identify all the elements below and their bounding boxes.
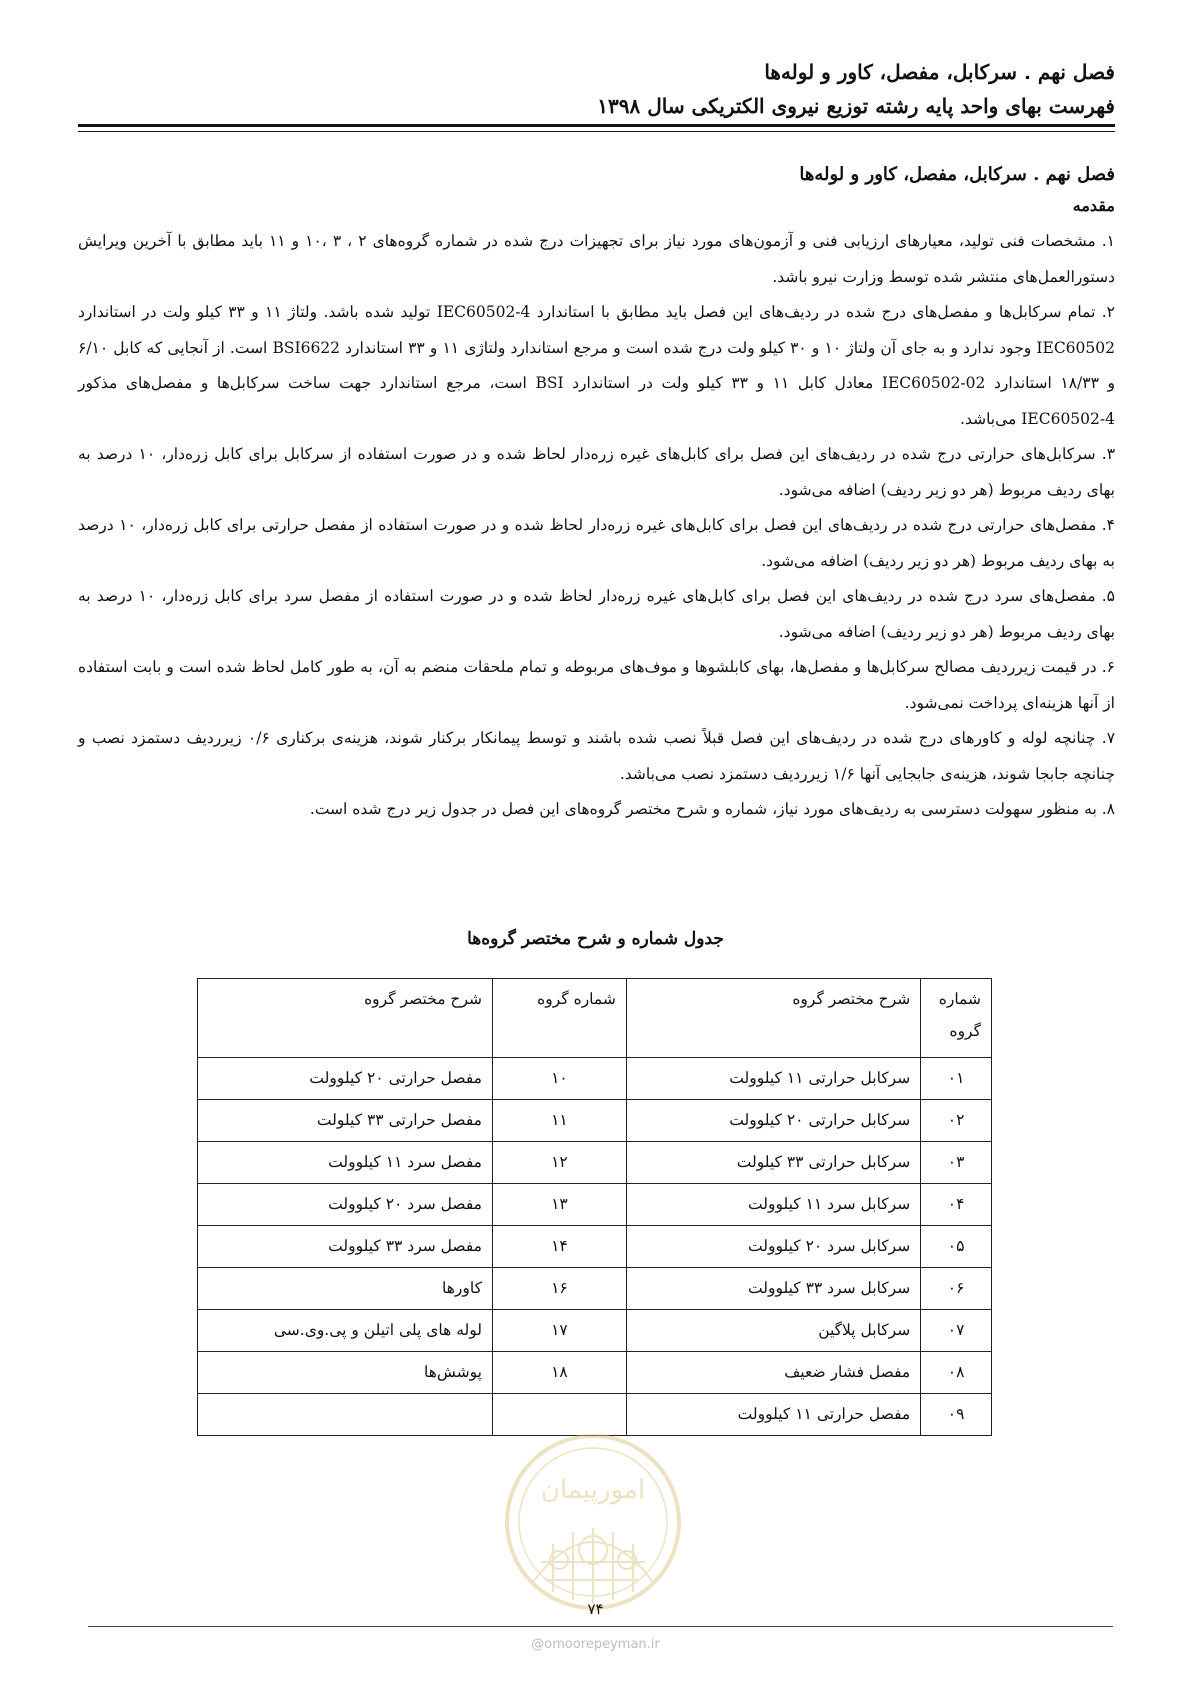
header-document-title: فهرست بهای واحد پایه رشته توزیع نیروی الکتریکی سال ۱۳۹۸ (597, 94, 1115, 118)
header-rule-thick (78, 124, 1115, 127)
table-row (198, 1226, 992, 1268)
paragraph-4: ۴. مفصل‌های حرارتی درج شده در ردیف‌های این فصل برای کابل‌های غیره زره‌دار لحاظ شده و در صورت استفاده از مفصل حرارتی برای کابل زره‌دار، ۱۰ درصد به بهای ردیف مربوط (هر دو زیر ردیف) اضافه می‌شود. (78, 516, 1115, 570)
footer-rule (88, 1626, 1113, 1627)
group-description-cell: سرکابل سرد ۱۱ کیلوولت (626, 1184, 920, 1226)
group-number-cell (492, 1394, 626, 1436)
group-number-cell: ۱۶ (492, 1268, 626, 1310)
group-number-cell: ۱۱ (492, 1100, 626, 1142)
footer-site-url: @omoorepeyman.ir (531, 1637, 660, 1652)
group-number-cell: ۰۷ (921, 1310, 992, 1352)
header-rule-thin (78, 131, 1115, 132)
group-description-cell: کاورها (198, 1268, 493, 1310)
table-row (198, 1352, 992, 1394)
table-header-row (198, 979, 992, 1058)
table-row (198, 1184, 992, 1226)
table-row (198, 1394, 992, 1436)
group-description-cell: مفصل سرد ۱۱ کیلوولت (198, 1142, 493, 1184)
group-number-cell: ۱۷ (492, 1310, 626, 1352)
group-description-cell: مفصل سرد ۲۰ کیلوولت (198, 1184, 493, 1226)
header-group-number: شماره گروه (492, 979, 626, 1058)
group-number-cell: ۰۶ (921, 1268, 992, 1310)
group-number-cell: ۰۱ (921, 1058, 992, 1100)
group-number-cell: ۰۴ (921, 1184, 992, 1226)
paragraph-3: ۳. سرکابل‌های حرارتی درج شده در ردیف‌های این فصل برای کابل‌های غیره زره‌دار لحاظ شده و در صورت استفاده از سرکابل برای کابل زره‌دار، ۱۰ درصد به بهای ردیف مربوط (هر دو زیر ردیف) اضافه می‌شود. (78, 445, 1116, 499)
group-number-cell: ۰۹ (921, 1394, 992, 1436)
group-description-cell: مفصل سرد ۳۳ کیلوولت (198, 1226, 493, 1268)
group-description-cell: سرکابل حرارتی ۳۳ کیلولت (626, 1142, 920, 1184)
group-number-cell: ۱۴ (492, 1226, 626, 1268)
group-description-cell: مفصل حرارتی ۱۱ کیلوولت (626, 1394, 920, 1436)
group-number-cell: ۱۲ (492, 1142, 626, 1184)
table-row (198, 1268, 992, 1310)
header-group-description: شرح مختصر گروه (626, 979, 920, 1058)
table-caption: جدول شماره و شرح مختصر گروه‌ها (467, 929, 724, 949)
group-description-cell: سرکابل سرد ۲۰ کیلوولت (626, 1226, 920, 1268)
watermark-logo-text: امورپیمان (540, 1475, 646, 1505)
header-group-number: شماره گروه (921, 979, 992, 1058)
paragraph-6: ۶. در قیمت زیرردیف مصالح سرکابل‌ها و مفصل‌ها، بهای کابلشوها و موف‌های مربوطه و تمام ملحقات منضم به آن، به طور کامل لحاظ شده است و بابت استفاده از آنها هزینه‌ای پرداخت نمی‌شود. (78, 658, 1115, 712)
group-number-cell: ۱۳ (492, 1184, 626, 1226)
page-number: ۷۴ (587, 1600, 604, 1618)
paragraph-7: ۷. چنانچه لوله و کاورهای درج شده در ردیف‌های این فصل قبلاً نصب شده باشند و توسط پیمانکار برکنار شوند، هزینه‌ی برکناری ۰/۶ زیرردیف دستمزد نصب و چنانچه جابجا شوند، هزینه‌ی جابجایی آنها ۱/۶ زیرردیف دستمزد نصب می‌باشد. (78, 729, 1116, 783)
groups-table (197, 978, 992, 1436)
group-description-cell: مفصل فشار ضعیف (626, 1352, 920, 1394)
main-content (78, 158, 1115, 828)
group-number-cell: ۰۸ (921, 1352, 992, 1394)
group-description-cell: سرکابل سرد ۳۳ کیلوولت (626, 1268, 920, 1310)
header-group-description: شرح مختصر گروه (198, 979, 493, 1058)
group-description-cell (198, 1394, 493, 1436)
group-description-cell: سرکابل پلاگین (626, 1310, 920, 1352)
group-number-cell: ۰۲ (921, 1100, 992, 1142)
section-title: فصل نهم . سرکابل، مفصل، کاور و لوله‌ها (799, 164, 1115, 185)
group-description-cell: سرکابل حرارتی ۱۱ کیلوولت (626, 1058, 920, 1100)
table-row (198, 1058, 992, 1100)
watermark-logo (503, 1432, 683, 1612)
table-row (198, 1310, 992, 1352)
group-description-cell: مفصل حرارتی ۲۰ کیلوولت (198, 1058, 493, 1100)
intro-heading: مقدمه (1072, 196, 1115, 215)
paragraph-8: ۸. به منظور سهولت دسترسی به ردیف‌های مورد نیاز، شماره و شرح مختصر گروه‌های این فصل در جدول زیر درج شده است. (309, 800, 1115, 818)
group-description-cell: لوله های پلی اتیلن و پی.وی.سی (198, 1310, 493, 1352)
group-number-cell: ۱۸ (492, 1352, 626, 1394)
group-description-cell: سرکابل حرارتی ۲۰ کیلوولت (626, 1100, 920, 1142)
paragraph-5: ۵. مفصل‌های سرد درج شده در ردیف‌های این فصل برای کابل‌های غیره زره‌دار لحاظ شده و در صورت استفاده از مفصل سرد برای کابل زره‌دار، ۱۰ درصد به بهای ردیف مربوط (هر دو زیر ردیف) اضافه می‌شود. (78, 587, 1115, 641)
group-number-cell: ۱۰ (492, 1058, 626, 1100)
group-number-cell: ۰۳ (921, 1142, 992, 1184)
group-description-cell: پوشش‌ها (198, 1352, 493, 1394)
table-row (198, 1142, 992, 1184)
paragraph-2: ۲. تمام سرکابل‌ها و مفصل‌های درج شده در ردیف‌های این فصل باید مطابق با استاندارد IEC60502-4 تولید شده باشد. ولتاژ ۱۱ و ۳۳ کیلو ولت در استاندارد IEC60502 وجود ندارد و به جای آن ولتاژ ۱۰ و ۳۰ کیلو ولت درج شده است و مرجع استاندارد ولتاژی ۱۱ و ۳۳ استاندارد BSI6622 است. از آنجایی که کابل ۶/۱۰ و ۱۸/۳۳ استاندارد IEC60502-02 معادل کابل ۱۱ و ۳۳ کیلو ولت در استاندارد BSI است، مرجع استاندارد جهت ساخت سرکابل‌ها و مفصل‌های مذکور IEC60502-4 می‌باشد. (78, 303, 1115, 428)
paragraph-1: ۱. مشخصات فنی تولید، معیارهای ارزیابی فنی و آزمون‌های مورد نیاز برای تجهیزات درج شده در شماره گروه‌های ۲ ، ۳ ،۱۰ و ۱۱ باید مطابق با آخرین ویرایش دستورالعمل‌های منتشر شده توسط وزارت نیرو باشد. (78, 232, 1115, 286)
header-chapter-title: فصل نهم . سرکابل، مفصل، کاور و لوله‌ها (764, 60, 1115, 84)
group-number-cell: ۰۵ (921, 1226, 992, 1268)
page-header (78, 55, 1115, 123)
table-row (198, 1100, 992, 1142)
group-description-cell: مفصل حرارتی ۳۳ کیلولت (198, 1100, 493, 1142)
